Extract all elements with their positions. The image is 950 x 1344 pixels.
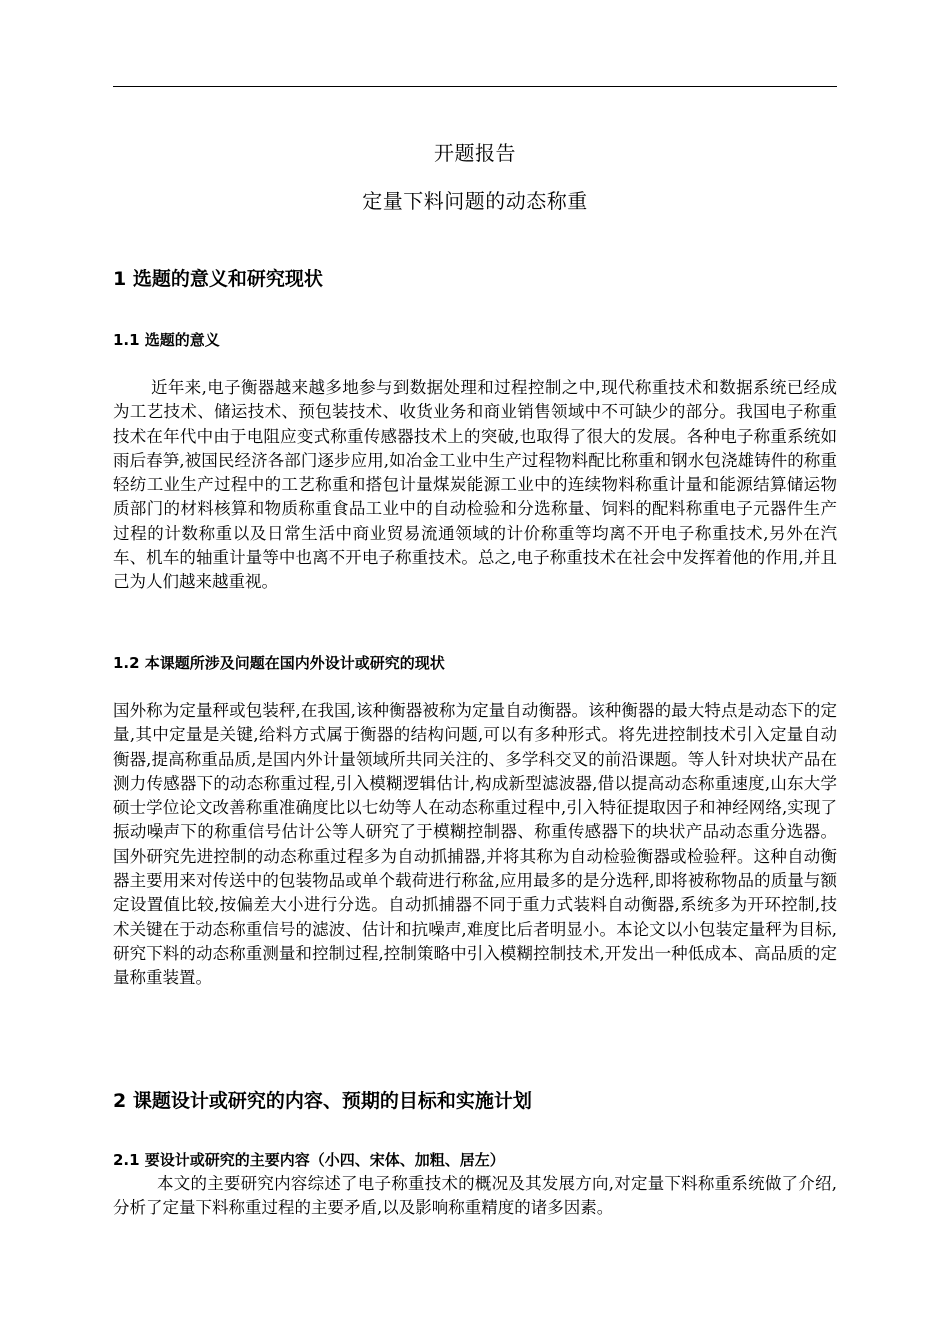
paragraph-1-1: 近年来,电子衡器越来越多地参与到数据处理和过程控制之中,现代称重技术和数据系统已经成为工艺技术、储运技术、预包装技术、收货业务和商业销售领域中不可缺少的部分。我国电子称重技术在年代中由于电阻应变式称重传感器技术上的突破,也取得了很大的发展。各种电子称重系统如雨后春笋,被国民经济各部门逐步应用,如冶金工业中生产过程物料配比称重和钢水包浇雄铸件的称重轻纺工业生产过程中的工艺称重和搭包计量煤炭能源工业中的连续物料称重计量和能源结算储运物质部门的材料核算和物质称重食品工业中的自动检验和分选称量、饲料的配料称重电子元器件生产过程的计数称重以及日常生活中商业贸易流通领域的计价称重等均离不开电子称重技术,另外在汽车、机车的轴重计量等中也离不开电子称重技术。总之,电子称重技术在社会中发挥着他的作用,并且己为人们越来越重视。 (113, 378, 837, 592)
subsection-heading-2-1: 2.1 要设计或研究的主要内容（小四、宋体、加粗、居左） (113, 1151, 505, 1169)
paragraph-1-2: 国外称为定量秤或包装秤,在我国,该种衡器被称为定量自动衡器。该种衡器的最大特点是动态下的定量,其中定量是关键,给料方式属于衡器的结构问题,可以有多种形式。将先进控制技术引入定量自动衡器,提高称重品质,是国内外计量领域所共同关注的、多学科交叉的前沿课题。等人针对块状产品在测力传感器下的动态称重过程,引入模糊逻辑估计,构成新型滤波器,借以提高动态称重速度,山东大学硕士学位论文改善称重准确度比以七幼等人在动态称重过程中,引入特征提取因子和神经网络,实现了振动噪声下的称重信号估计公等人研究了于模糊控制器、称重传感器下的块状产品动态重分选器。国外研究先进控制的动态称重过程多为自动抓捕器,并将其称为自动检验衡器或检验秤。这种自动衡器主要用来对传送中的包装物品或单个载荷进行称盆,应用最多的是分选秤,即将被称物品的质量与额定设置值比较,按偏差大小进行分选。自动抓捕器不同于重力式装料自动衡器,系统多为开环控制,技术关键在于动态称重信号的滤波、估计和抗噪声,难度比后者明显小。本论文以小包装定量秤为目标,研究下料的动态称重测量和控制过程,控制策略中引入模糊控制技术,开发出一种低成本、高品质的定量称重装置。 (113, 701, 837, 988)
document-subtitle: 定量下料问题的动态称重 (362, 189, 588, 213)
subsection-heading-1-1: 1.1 选题的意义 (113, 331, 220, 349)
section-heading-1: 1 选题的意义和研究现状 (113, 268, 323, 290)
subsection-heading-1-2: 1.2 本课题所涉及问题在国内外设计或研究的现状 (113, 654, 445, 672)
header-rule (113, 86, 837, 87)
section-heading-2: 2 课题设计或研究的内容、预期的目标和实施计划 (113, 1090, 532, 1112)
paragraph-2-1: 本文的主要研究内容综述了电子称重技术的概况及其发展方向,对定量下料称重系统做了介绍,分析了定量下料称重过程的主要矛盾,以及影响称重精度的诸多因素。 (113, 1174, 837, 1218)
document-title: 开题报告 (434, 141, 516, 165)
